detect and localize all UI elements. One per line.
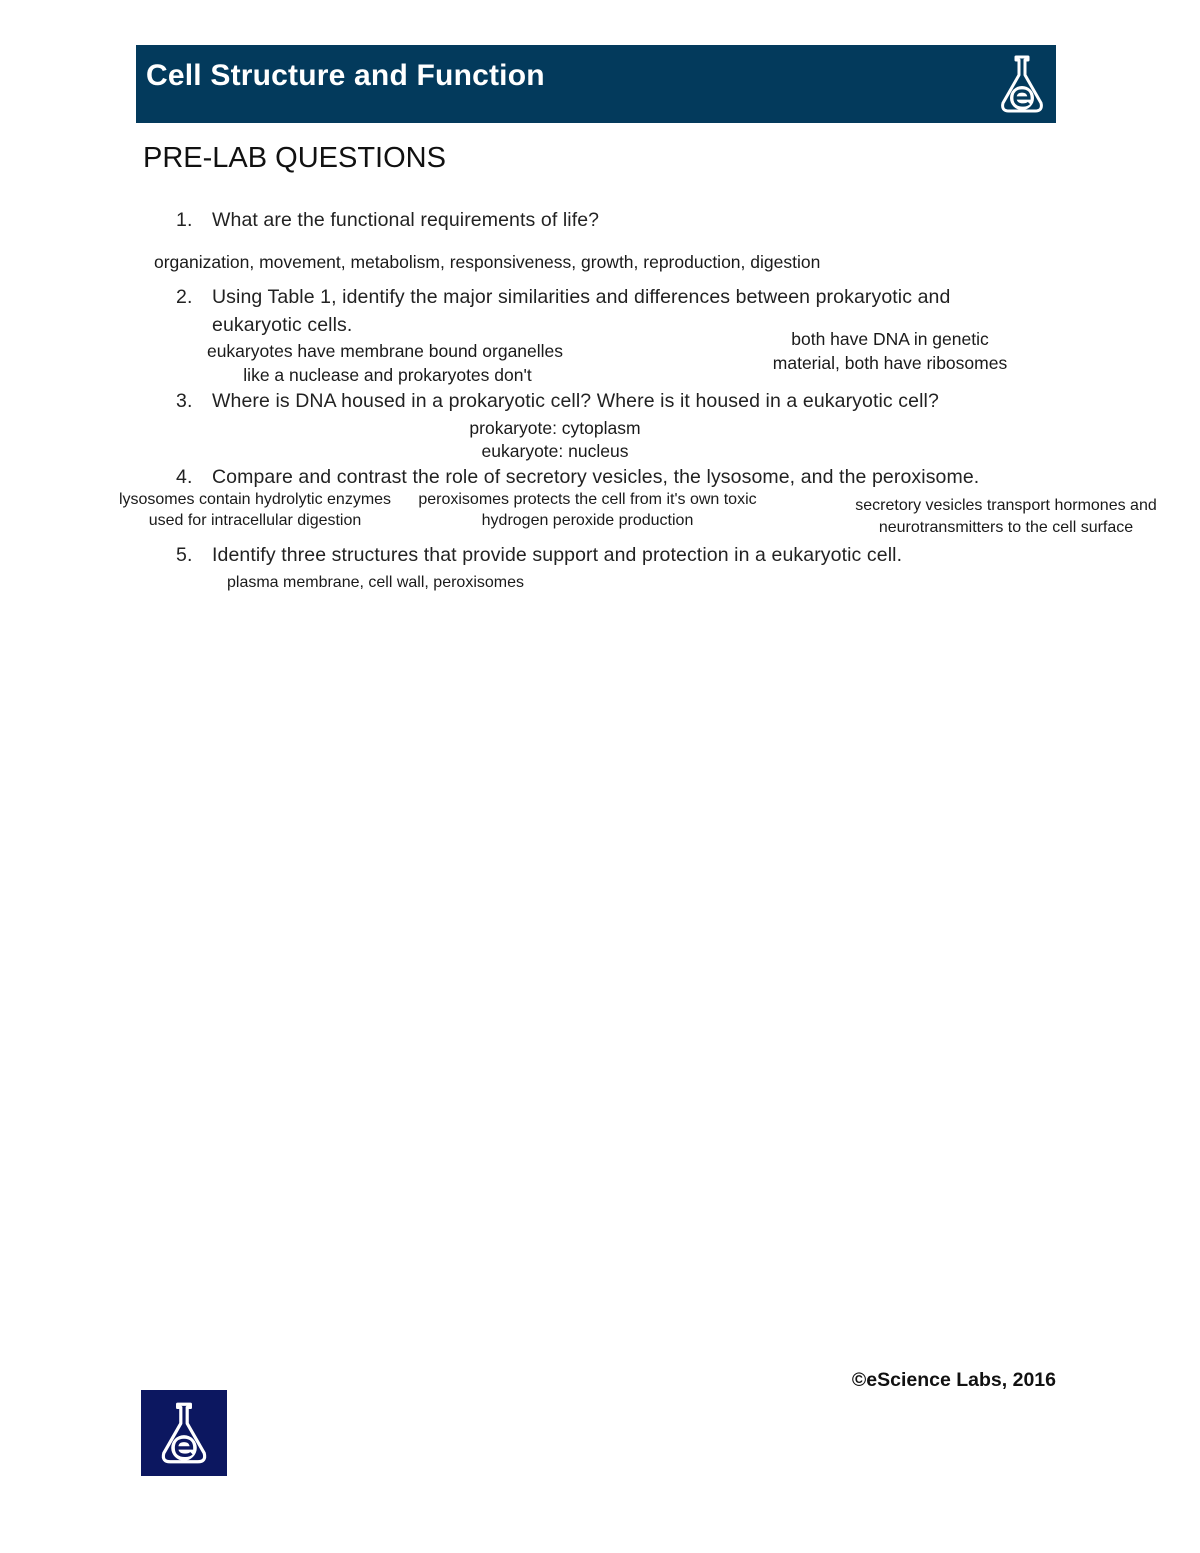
question-text: Where is DNA housed in a prokaryotic cell? Where is it housed in a eukaryotic cell? — [212, 390, 939, 412]
answer-3-line-2: eukaryote: nucleus — [481, 441, 629, 461]
answer-2b-line-2: material, both have ribosomes — [772, 353, 1008, 373]
document-title: Cell Structure and Function — [146, 59, 545, 92]
question-text: What are the functional requirements of life? — [212, 209, 600, 231]
question-text: Identify three structures that provide support and protection in a eukaryotic cell. — [212, 544, 903, 566]
answer-4a-line-2: used for intracellular digestion — [148, 512, 362, 529]
flask-e-logo-icon — [998, 53, 1046, 115]
question-5 — [176, 544, 1076, 568]
question-4 — [176, 466, 1076, 490]
question-text: Compare and contrast the role of secretory vesicles, the lysosome, and the peroxisome. — [212, 466, 980, 488]
question-1 — [176, 209, 1076, 233]
question-number: 4. — [176, 466, 193, 488]
question-2 — [176, 286, 1076, 310]
copyright-notice: ©eScience Labs, 2016 — [851, 1369, 1056, 1391]
answer-4a-line-1: lysosomes contain hydrolytic enzymes — [118, 491, 392, 508]
answer-4c-line-1: secretory vesicles transport hormones and — [855, 497, 1157, 514]
question-3 — [176, 390, 1076, 414]
answer-1: organization, movement, metabolism, responsiveness, growth, reproduction, digestion — [154, 252, 821, 272]
answer-4b-line-2: hydrogen peroxide production — [481, 512, 694, 529]
section-title: PRE-LAB QUESTIONS — [143, 142, 446, 174]
answer-5: plasma membrane, cell wall, peroxisomes — [227, 574, 524, 591]
question-2-line-2: eukaryotic cells. — [212, 314, 353, 336]
answer-3-line-1: prokaryote: cytoplasm — [469, 418, 641, 438]
footer-logo — [141, 1390, 227, 1476]
question-number: 3. — [176, 390, 193, 412]
answer-2b-line-1: both have DNA in genetic — [791, 329, 989, 349]
header-bar — [136, 45, 1056, 123]
flask-e-logo-icon — [158, 1400, 210, 1466]
answer-2a-line-2: like a nuclease and prokaryotes don't — [243, 365, 532, 385]
question-number: 1. — [176, 209, 193, 231]
question-number: 5. — [176, 544, 193, 566]
answer-4b-line-1: peroxisomes protects the cell from it's own toxic — [418, 491, 757, 508]
question-text: Using Table 1, identify the major similarities and differences between prokaryotic and — [212, 286, 951, 308]
answer-4c-line-2: neurotransmitters to the cell surface — [878, 519, 1134, 536]
question-number: 2. — [176, 286, 193, 308]
answer-2a-line-1: eukaryotes have membrane bound organelles — [206, 341, 564, 361]
